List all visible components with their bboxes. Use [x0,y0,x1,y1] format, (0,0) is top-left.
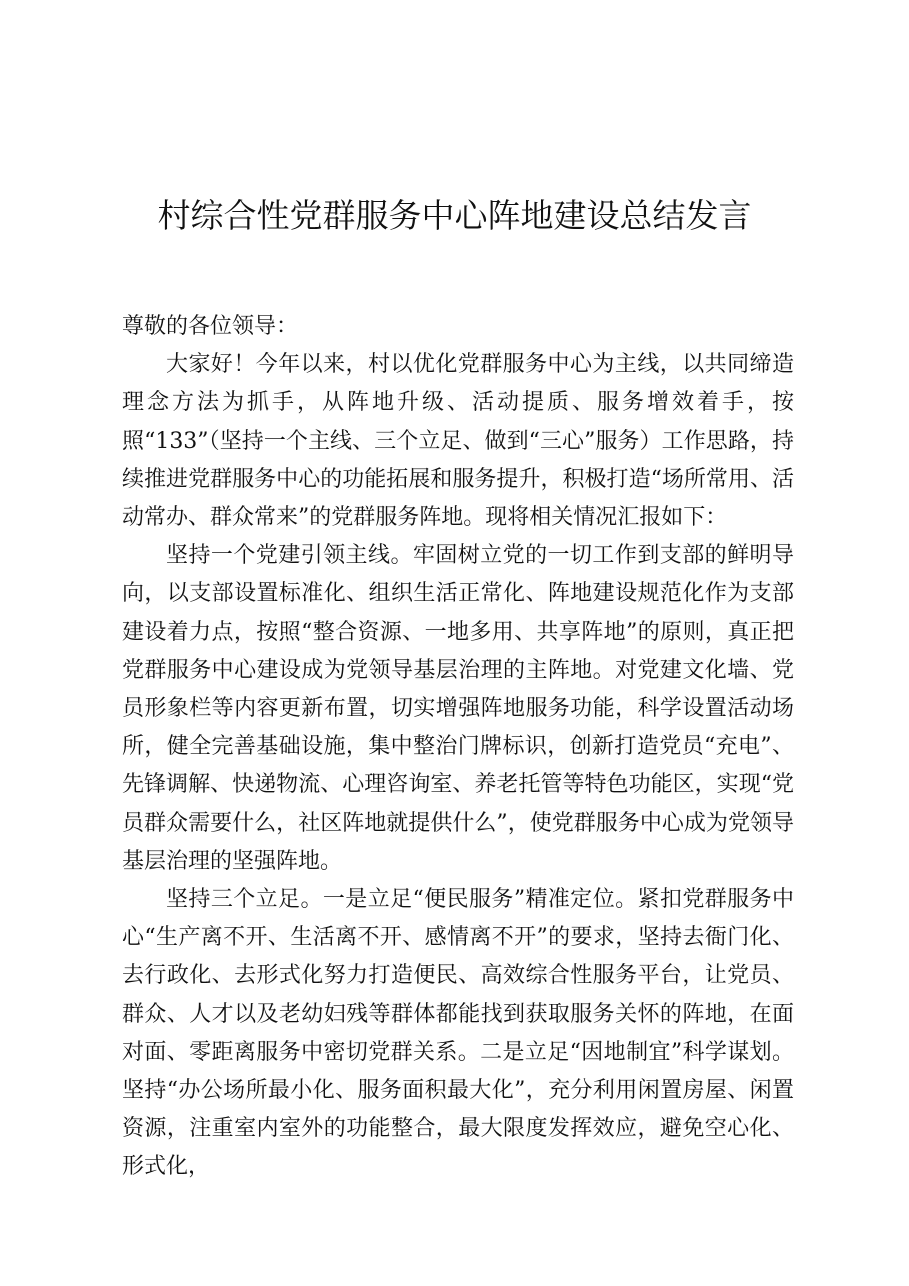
paragraph-greeting: 大家好！今年以来，村以优化党群服务中心为主线，以共同缔造理念方法为抓手，从阵地升级、活动提质、服务增效着手，按照“133”（坚持一个主线、三个立足、做到“三心”服务）工作思路，持续推进党群服务中心的功能拓展和服务提升，积极打造“场所常用、活动常办、群众常来”的党群服务阵地。现将相关情况汇报如下： [122,352,794,531]
document-title: 村综合性党群服务中心阵地建设总结发言 [157,196,752,235]
salutation: 尊敬的各位领导： [122,314,299,339]
paragraph-one-mainline: 坚持一个党建引领主线。牢固树立党的一切工作到支部的鲜明导向，以支部设置标准化、组织生活正常化、阵地建设规范化作为支部建设着力点，按照“整合资源、一地多用、共享阵地”的原则，真正把党群服务中心建设成为党领导基层治理的主阵地。对党建文化墙、党员形象栏等内容更新布置，切实增强阵地服务功能，科学设置活动场所，健全完善基础设施，集中整治门牌标识，创新打造党员“充电”、先锋调解、快递物流、心理咨询室、养老托管等特色功能区，实现“党员群众需要什么，社区阵地就提供什么”，使党群服务中心成为党领导基层治理的坚强阵地。 [122,543,794,874]
document-body [122,308,794,1187]
paragraph-three-foundations: 坚持三个立足。一是立足“便民服务”精准定位。紧扣党群服务中心“生产离不开、生活离不开、感情离不开”的要求，坚持去衙门化、去行政化、去形式化努力打造便民、高效综合性服务平台，让党员、群众、人才以及老幼妇残等群体都能找到获取服务关怀的阵地，在面对面、零距离服务中密切党群关系。二是立足“因地制宜”科学谋划。坚持“办公场所最小化、服务面积最大化”，充分利用闲置房屋、闲置资源，注重室内室外的功能整合，最大限度发挥效应，避免空心化、形式化， [122,887,794,1180]
